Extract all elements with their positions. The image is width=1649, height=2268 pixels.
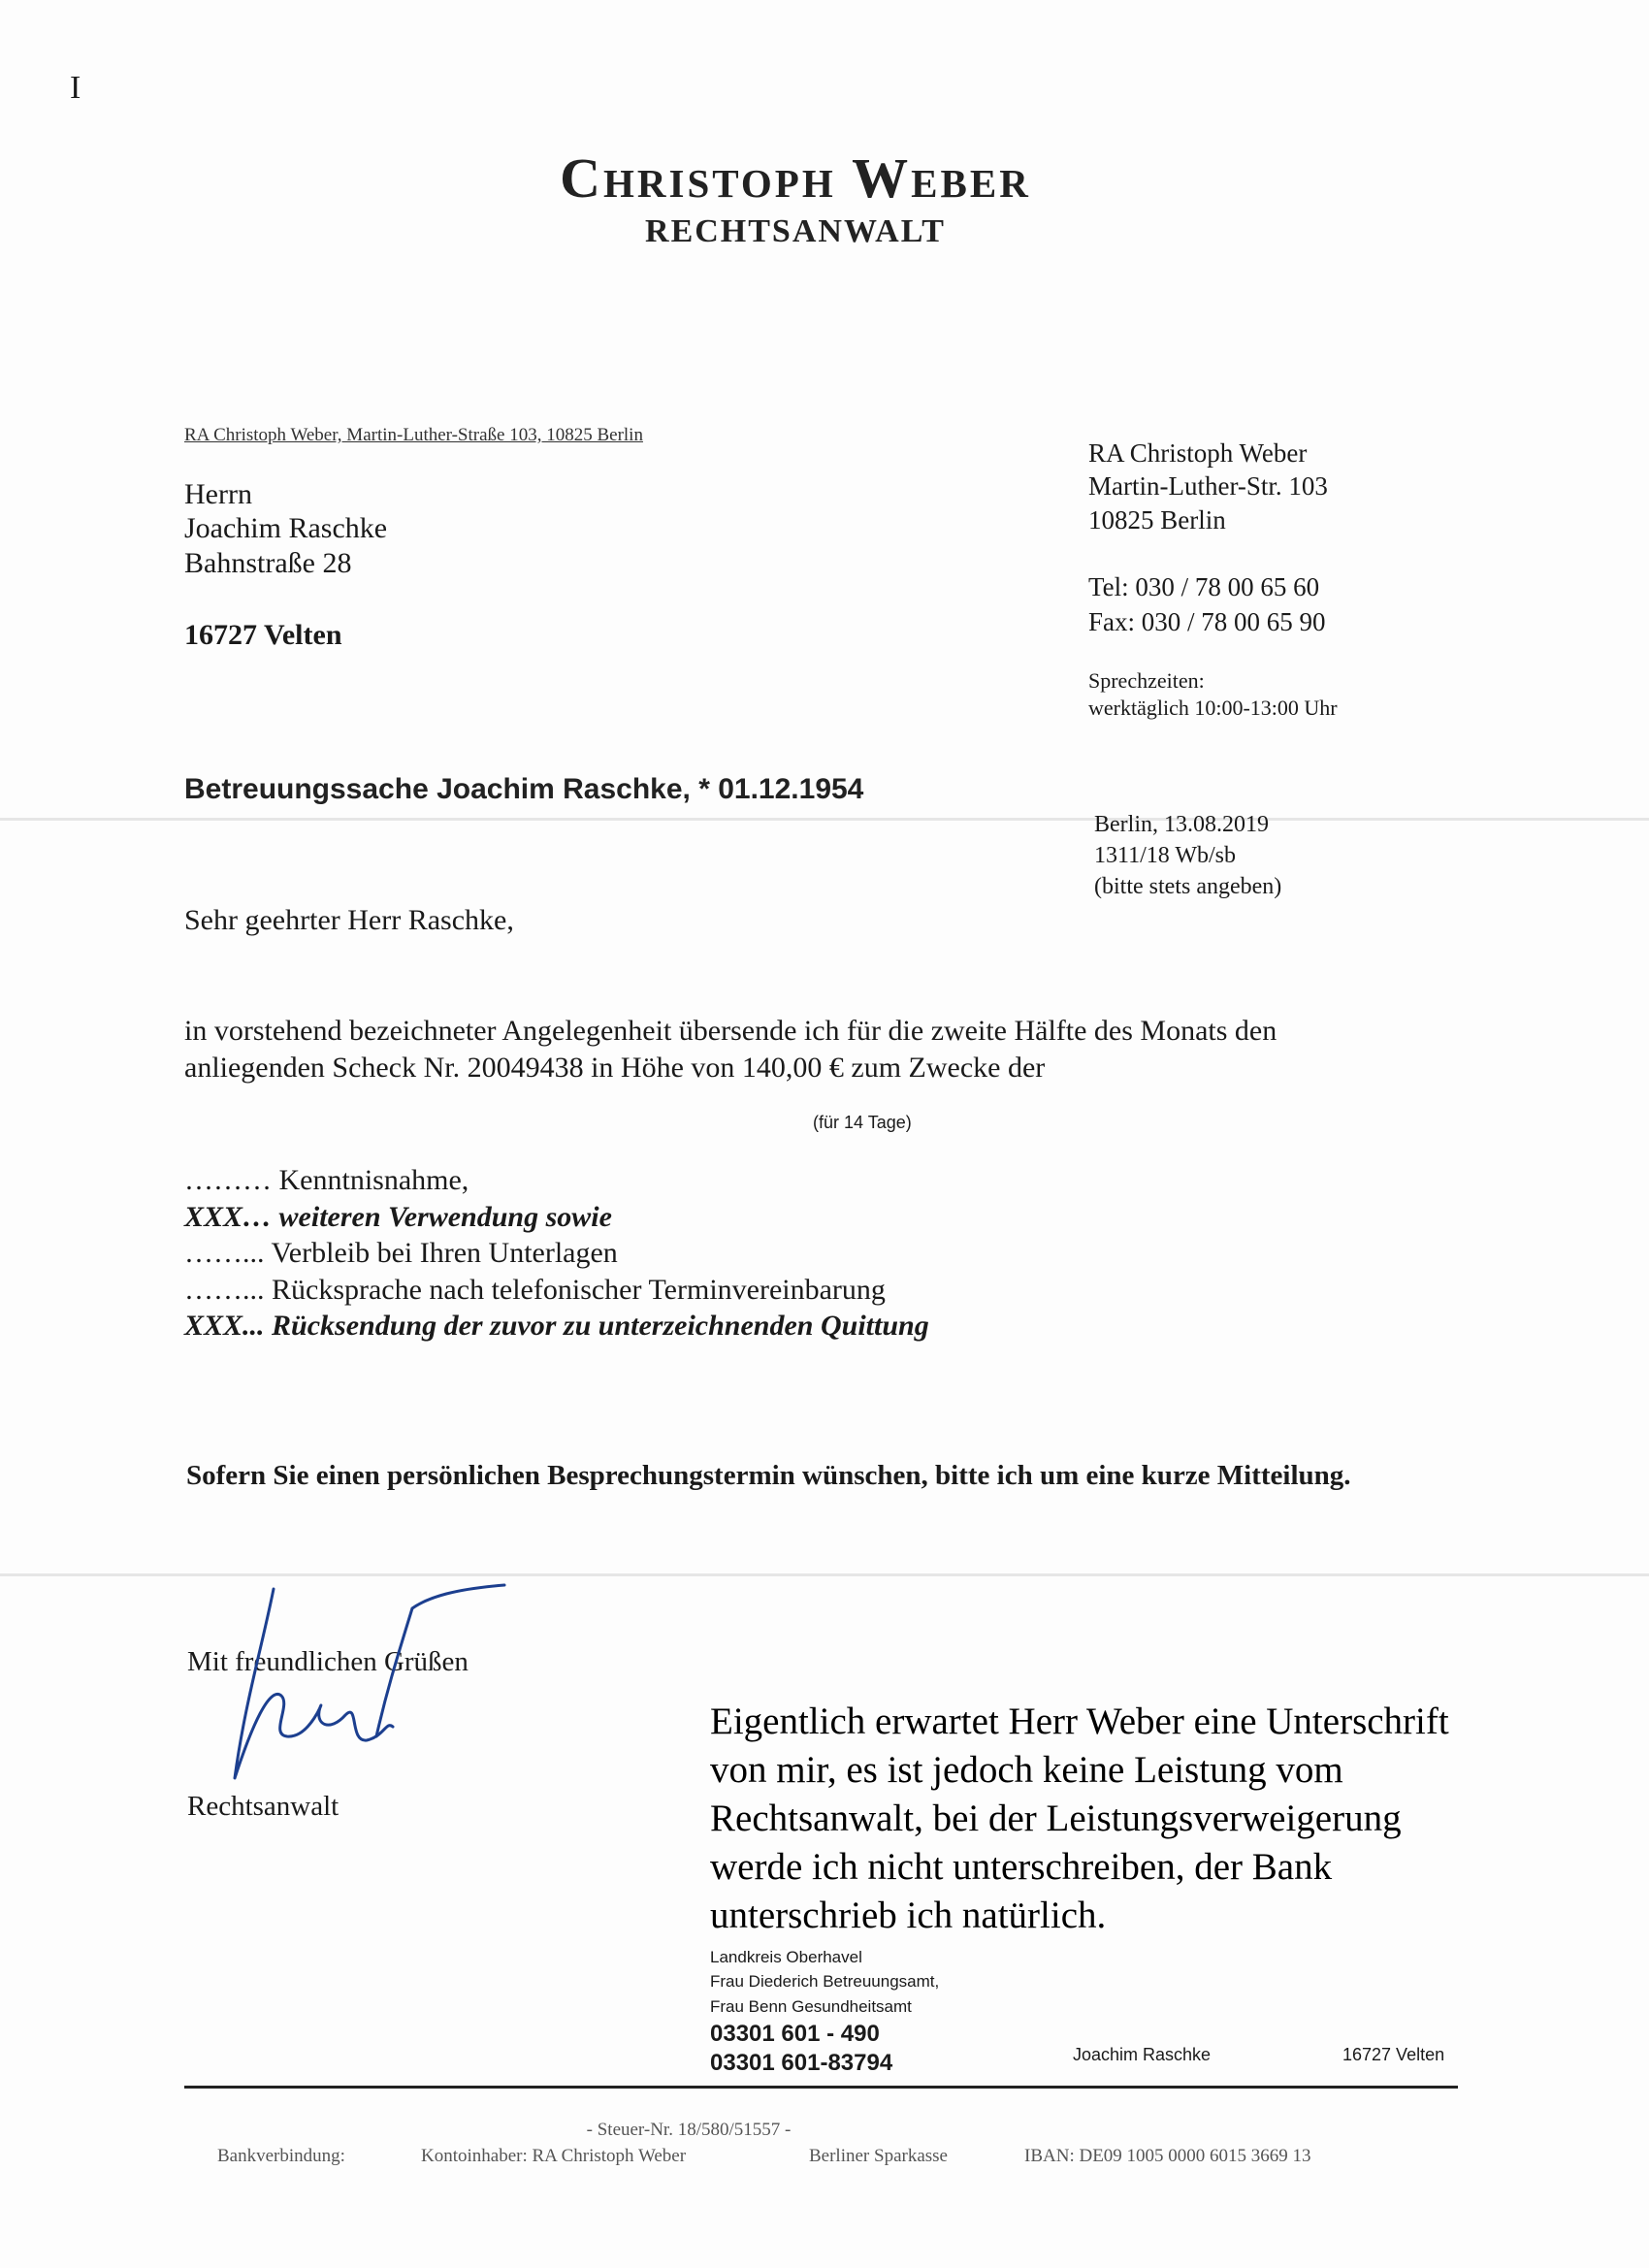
recipient-street: Bahnstraße 28	[184, 547, 352, 579]
footer-divider	[184, 2086, 1458, 2089]
contact-note-line: Landkreis Oberhavel	[710, 1948, 862, 1966]
handwritten-note: (für 14 Tage)	[813, 1113, 912, 1132]
office-hours-label: Sprechzeiten:	[1088, 668, 1205, 693]
account-holder: Kontoinhaber: RA Christoph Weber	[421, 2146, 687, 2166]
file-number: 1311/18 Wb/sb	[1094, 843, 1237, 868]
letterhead-name: Christoph Weber	[560, 146, 1031, 210]
closing: Mit freundlichen Grüßen	[187, 1646, 469, 1677]
annotation-name: Joachim Raschke	[1073, 2045, 1212, 2064]
contact-tel: Tel: 030 / 78 00 65 60	[1088, 572, 1320, 601]
recipient-city: 16727 Velten	[184, 619, 342, 651]
annotation-line: von mir, es ist jedoch keine Leistung vom	[710, 1749, 1343, 1791]
contact-fax: Fax: 030 / 78 00 65 90	[1088, 607, 1326, 636]
file-number-note: (bitte stets angeben)	[1094, 874, 1282, 899]
contact-note-line: Frau Benn Gesundheitsamt	[710, 1997, 912, 2016]
paper-fold	[0, 1573, 1649, 1576]
salutation: Sehr geehrter Herr Raschke,	[184, 904, 514, 936]
tax-number: - Steuer-Nr. 18/580/51557 -	[586, 2120, 792, 2140]
letter-date: Berlin, 13.08.2019	[1094, 812, 1269, 837]
annotation-line: Rechtsanwalt, bei der Leistungsverweigerung	[710, 1798, 1402, 1839]
sender-return-line: RA Christoph Weber, Martin-Luther-Straße 103, 10825 Berlin	[184, 425, 643, 445]
bank-label: Bankverbindung:	[217, 2146, 345, 2166]
phone-number: 03301 601 - 490	[710, 2021, 880, 2047]
annotation-line: werde ich nicht unterschreiben, der Bank	[710, 1846, 1333, 1888]
recipient-salutation-line: Herrn	[184, 478, 252, 510]
contact-note-line: Frau Diederich Betreuungsamt,	[710, 1972, 940, 1991]
annotation-line: Eigentlich erwartet Herr Weber eine Unterschrift	[710, 1701, 1449, 1742]
signature-title: Rechtsanwalt	[187, 1791, 340, 1822]
option-item: ……... Verbleib bei Ihren Unterlagen	[184, 1237, 618, 1269]
contact-name: RA Christoph Weber	[1088, 438, 1308, 468]
body-line: anliegenden Scheck Nr. 20049438 in Höhe von 140,00 € zum Zwecke der	[184, 1052, 1046, 1084]
subject-line: Betreuungssache Joachim Raschke, * 01.12.1954	[184, 773, 864, 805]
contact-street: Martin-Luther-Str. 103	[1088, 471, 1328, 501]
signature-scribble	[213, 1579, 524, 1802]
letterhead-subtitle: RECHTSANWALT	[645, 213, 946, 249]
option-item: XXX... Rücksendung der zuvor zu unterzeichnenden Quittung	[184, 1310, 929, 1342]
office-hours: werktäglich 10:00-13:00 Uhr	[1088, 696, 1338, 720]
option-item: ……... Rücksprache nach telefonischer Terminvereinbarung	[184, 1274, 886, 1306]
option-item: XXX… weiteren Verwendung sowie	[184, 1201, 612, 1233]
iban: IBAN: DE09 1005 0000 6015 3669 13	[1024, 2146, 1311, 2166]
option-item: ……… Kenntnisnahme,	[184, 1164, 469, 1196]
annotation-line: unterschrieb ich natürlich.	[710, 1895, 1107, 1936]
bank-name: Berliner Sparkasse	[809, 2146, 948, 2166]
annotation-city: 16727 Velten	[1342, 2045, 1445, 2064]
phone-number: 03301 601-83794	[710, 2050, 893, 2076]
contact-city: 10825 Berlin	[1088, 505, 1226, 535]
meeting-note: Sofern Sie einen persönlichen Besprechungstermin wünschen, bitte ich um eine kurze Mitteilung.	[186, 1460, 1351, 1491]
paper-fold	[0, 818, 1649, 821]
body-line: in vorstehend bezeichneter Angelegenheit übersende ich für die zweite Hälfte des Monats den	[184, 1015, 1277, 1047]
page-marker: I	[70, 70, 81, 106]
recipient-name: Joachim Raschke	[184, 512, 388, 544]
